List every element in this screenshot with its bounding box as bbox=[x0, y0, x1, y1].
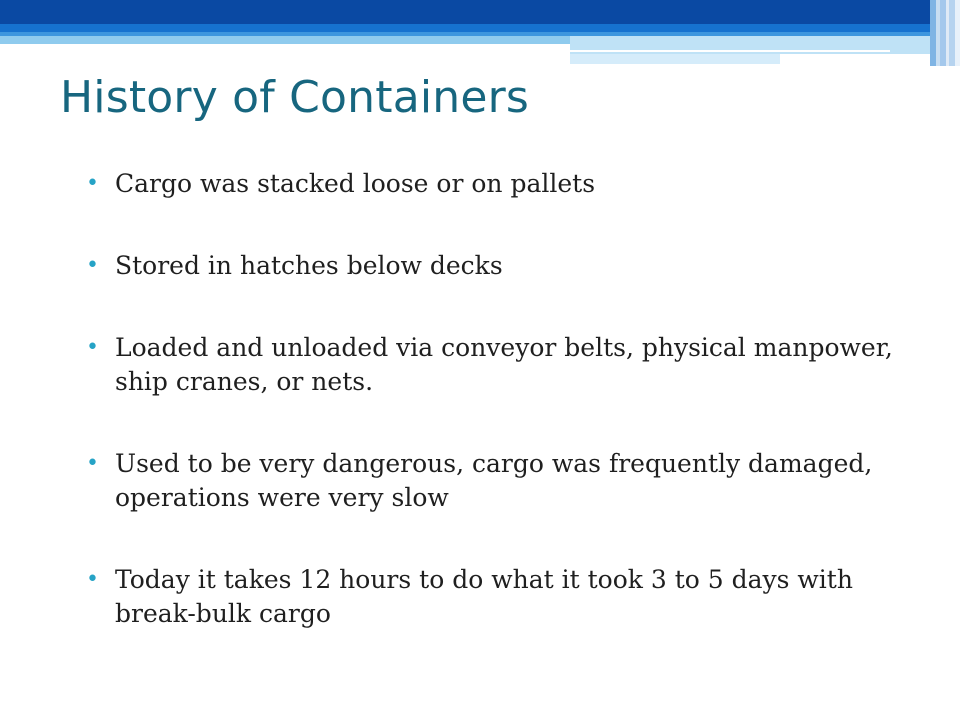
bullet-item bbox=[86, 167, 926, 201]
bullet-item bbox=[86, 331, 926, 399]
bullet-text: Cargo was stacked loose or on pallets bbox=[115, 169, 596, 198]
bullet-item bbox=[86, 563, 926, 631]
bullet-dot-icon: • bbox=[86, 335, 99, 360]
bullet-text: Used to be very dangerous, cargo was frequently damaged, operations were very slow bbox=[115, 449, 873, 512]
bullet-dot-icon: • bbox=[86, 451, 99, 476]
bullet-dot-icon: • bbox=[86, 171, 99, 196]
bullet-dot-icon: • bbox=[86, 253, 99, 278]
bullet-text: Today it takes 12 hours to do what it took 3 to 5 days with break-bulk cargo bbox=[115, 565, 853, 628]
bullet-dot-icon: • bbox=[86, 567, 99, 592]
bullet-text: Stored in hatches below decks bbox=[115, 251, 503, 280]
bullet-text: Loaded and unloaded via conveyor belts, physical manpower, ship cranes, or nets. bbox=[115, 333, 893, 396]
slide-title: History of Containers bbox=[60, 72, 530, 123]
bullet-list bbox=[86, 167, 926, 631]
bullet-item bbox=[86, 249, 926, 283]
bullet-item bbox=[86, 447, 926, 515]
top-decorative-bar bbox=[0, 0, 960, 66]
